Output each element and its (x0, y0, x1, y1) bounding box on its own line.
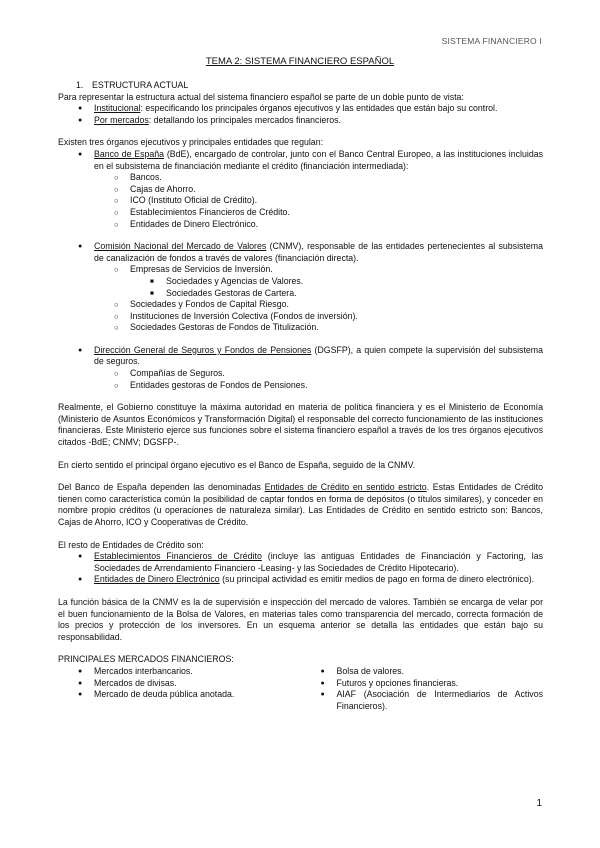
list-item: ● Por mercados: detallando los principales mercados financieros. (58, 115, 543, 127)
cnmv-entities-rest (58, 299, 543, 334)
markets-left (58, 666, 301, 712)
list-item: ○ Establecimientos Financieros de Crédito. (58, 207, 543, 219)
list-item: ○ Entidades gestoras de Fondos de Pensiones. (58, 380, 543, 392)
list-item: ● AIAF (Asociación de Intermediarios de Activos Financieros). (301, 689, 544, 712)
rest-entities-list (58, 551, 543, 586)
organs-list-dgsfp (58, 345, 543, 368)
list-item: ● Institucional: especificando los principales órganos ejecutivos y las entidades que están bajo su control. (58, 103, 543, 115)
section-number: 1. (76, 80, 84, 90)
organs-intro: Existen tres órganos ejecutivos y principales entidades que regulan: (58, 137, 324, 148)
cnmv-entities (58, 264, 543, 276)
paragraph-cnmv: La función básica de la CNMV es la de supervisión e inspección del mercado de valores. También se encarga de velar por el buen funcionamiento de la Bolsa de Valores, en materias tales como transparencia del mercado, correcta formación de los precios y protección de los inversores. En un esquema anterior se detalla las entidades que están bajo su responsabilidad. (58, 596, 543, 642)
list-item: ● Futuros y opciones financieras. (301, 678, 544, 690)
list-item: ● Mercados de divisas. (58, 678, 301, 690)
list-item: ● Entidades de Dinero Electrónico (su principal actividad es emitir medios de pago en forma de dinero electrónico). (58, 574, 543, 586)
markets-heading: PRINCIPALES MERCADOS FINANCIEROS: (58, 654, 234, 665)
bde-entities (58, 172, 543, 230)
list-item: ○ Compañías de Seguros. (58, 368, 543, 380)
organs-list-cnmv (58, 241, 543, 264)
organ-bde: ● Banco de España (BdE), encargado de controlar, junto con el Banco Central Europeo, a las instituciones incluidas en el subsistema de financiación mediante el crédito (financiación intermediada): (58, 149, 543, 172)
section-intro: Para representar la estructura actual del sistema financiero español se parte de un doble punto de vista: (58, 91, 464, 102)
list-item: ○ Entidades de Dinero Electrónico. (58, 219, 543, 231)
cnmv-subentities (58, 276, 543, 299)
section-title: ESTRUCTURA ACTUAL (92, 80, 189, 90)
list-item: ● Mercado de deuda pública anotada. (58, 689, 301, 701)
list-item: ○ Sociedades y Fondos de Capital Riesgo. (58, 299, 543, 311)
list-item: ○ Cajas de Ahorro. (58, 184, 543, 196)
page-number: 1 (536, 798, 542, 809)
paragraph-gobierno: Realmente, el Gobierno constituye la máxima autoridad en materia de política financiera y es el Ministerio de Economía (Ministerio de Asuntos Económicos y Transformación Digital) el responsable del correcto funcionamiento de las instituciones financieras. Este Ministerio ejerce sus funciones sobre el sistema financiero español a través de los tres órganos ejecutivos citados -BdE; CNMV; DGSFP-. (58, 402, 543, 448)
paragraph-bde: Del Banco de España dependen las denominadas Entidades de Crédito en sentido estricto. Estas Entidades de Crédito tienen como característica común la posibilidad de captar fondos en forma de depósitos (o títulos similares), y conceder en nombre propio créditos (u operaciones de naturaleza similar). Las Entidades de Crédito en sentido estricto son: Bancos, Cajas de Ahorro, ICO y Cooperativas de Crédito. (58, 482, 544, 527)
document-title: TEMA 2: SISTEMA FINANCIERO ESPAÑOL (205, 56, 395, 67)
organ-dgsfp: ● Dirección General de Seguros y Fondos de Pensiones (DGSFP), a quien compete la supervisión del subsistema de seguros. (58, 345, 543, 368)
organs-list (58, 149, 543, 172)
paragraph-principal: En cierto sentido el principal órgano ejecutivo es el Banco de España, seguido de la CNMV. (58, 459, 416, 470)
document-body (58, 80, 543, 712)
list-item: ● Mercados interbancarios. (58, 666, 301, 678)
rest-intro: El resto de Entidades de Crédito son: (58, 539, 204, 550)
section-heading (58, 80, 543, 92)
list-item: ■ Sociedades y Agencias de Valores. (58, 276, 543, 288)
markets-columns (58, 666, 543, 712)
viewpoint-list (58, 103, 543, 126)
markets-right (301, 666, 544, 712)
list-item: ○ Empresas de Servicios de Inversión. (58, 264, 543, 276)
list-item: ■ Sociedades Gestoras de Cartera. (58, 288, 543, 300)
organ-cnmv: ● Comisión Nacional del Mercado de Valores (CNMV), responsable de las entidades pertenecientes al subsistema de canalización de fondos a través de valores (financiación directa). (58, 241, 543, 264)
list-item: ● Establecimientos Financieros de Crédito (incluye las antiguas Entidades de Financiación y Factoring, las Sociedades de Arrendamiento Financiero -Leasing- y las Sociedades de Crédito Hipotecario). (58, 551, 543, 574)
list-item: ○ ICO (Instituto Oficial de Crédito). (58, 195, 543, 207)
running-header: SISTEMA FINANCIERO I (441, 36, 542, 46)
list-item: ○ Sociedades Gestoras de Fondos de Titulización. (58, 322, 543, 334)
list-item: ● Bolsa de valores. (301, 666, 544, 678)
list-item: ○ Bancos. (58, 172, 543, 184)
list-item: ○ Instituciones de Inversión Colectiva (Fondos de inversión). (58, 311, 543, 323)
dgsfp-entities (58, 368, 543, 391)
